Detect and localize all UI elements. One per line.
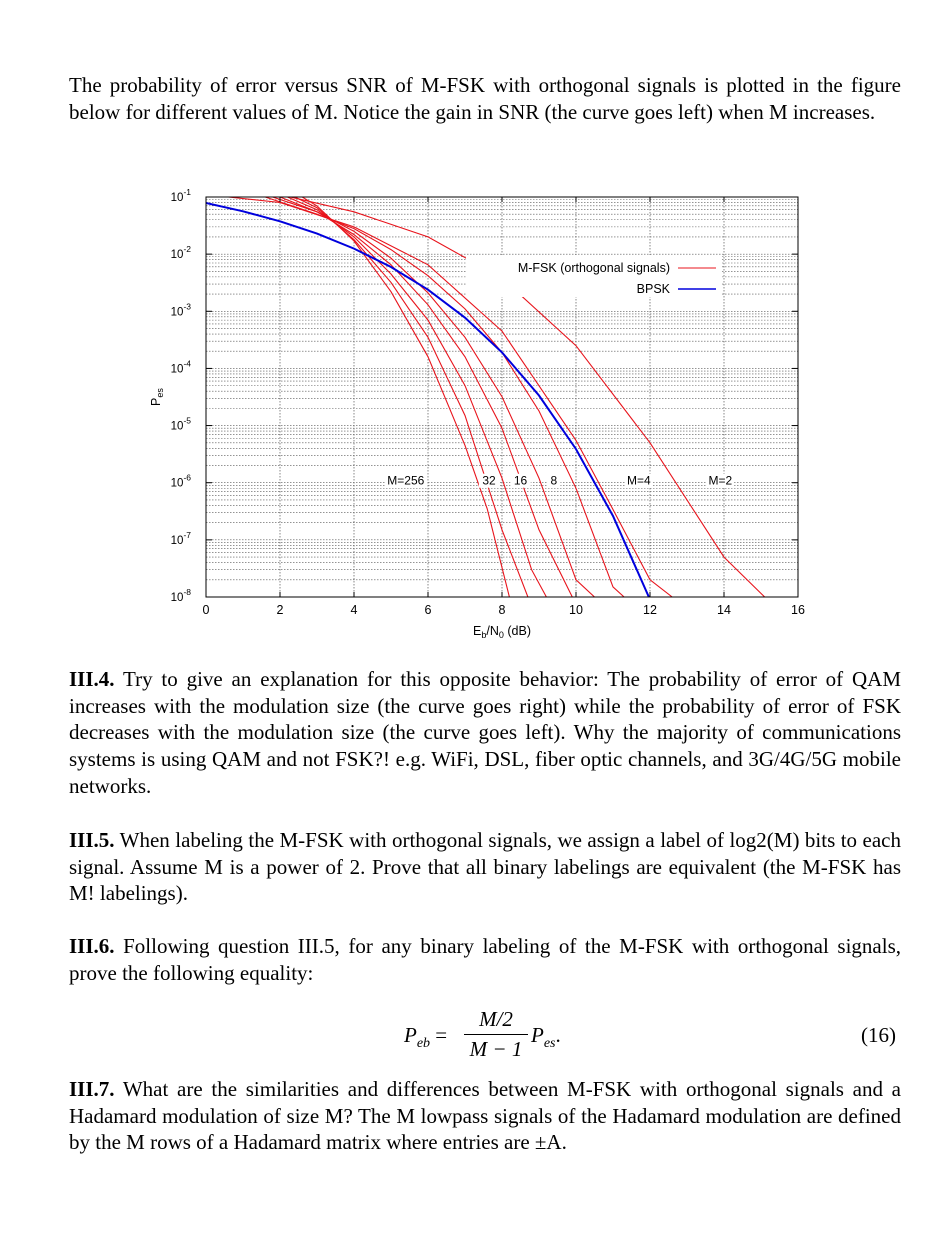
question-number: III.6. xyxy=(69,934,115,958)
equation-16 xyxy=(0,1003,938,1069)
curve-label: 16 xyxy=(513,473,528,488)
curve-label: 32 xyxy=(482,473,496,488)
legend xyxy=(466,255,722,297)
y-tick-label: $10^{-7}$ xyxy=(170,529,191,547)
question-iii-4 xyxy=(69,666,901,800)
x-axis-label: $E_b/N_0$ (dB) xyxy=(473,624,531,640)
legend-entry-label: BPSK xyxy=(636,282,670,296)
equation-number: (16) xyxy=(861,1023,896,1047)
y-tick-label: $10^{-3}$ xyxy=(170,301,191,319)
y-tick-label: $10^{-4}$ xyxy=(170,358,191,376)
curve-label: M=256 xyxy=(387,473,425,488)
y-tick-label: $10^{-8}$ xyxy=(170,587,191,604)
question-number: III.5. xyxy=(69,828,115,852)
y-axis-label: $P_{es}$ xyxy=(149,388,165,406)
x-tick-label: 8 xyxy=(498,603,506,617)
equation-rhs: $P_{es}$. xyxy=(531,1023,561,1052)
question-number: III.7. xyxy=(69,1077,115,1101)
x-tick-label: 10 xyxy=(569,603,583,617)
x-tick-label: 2 xyxy=(276,603,284,617)
equation-lhs: $P_{eb}$ = xyxy=(404,1023,448,1052)
question-text: When labeling the M-FSK with orthogonal signals, we assign a label of log2(M) bits to each signal. Assume M is a power of 2. Prove that all binary labelings are equivalent (the M-FSK has M! labelings). xyxy=(69,828,901,906)
question-number: III.4. xyxy=(69,667,115,691)
question-text: Following question III.5, for any binary labeling of the M-FSK with orthogonal signals, prove the following equality: xyxy=(69,934,901,985)
y-tick-label: $10^{-2}$ xyxy=(170,244,191,262)
x-tick-label: 12 xyxy=(643,603,657,617)
x-tick-label: 6 xyxy=(424,603,432,617)
pes-vs-snr-chart xyxy=(140,182,820,647)
fraction-numerator: M/2 xyxy=(479,1007,513,1031)
y-tick-label: $10^{-1}$ xyxy=(170,187,191,204)
curves xyxy=(206,185,765,600)
curve-label: M=4 xyxy=(627,473,651,488)
curve-label: 8 xyxy=(550,473,558,488)
question-text: What are the similarities and differences between M-FSK with orthogonal signals and a Hadamard modulation of size M? The M lowpass signals of the Hadamard modulation are defined by the M rows of a Hadamard matrix where entries are ±A. xyxy=(69,1077,901,1155)
x-tick-label: 16 xyxy=(791,603,805,617)
curve-label: M=2 xyxy=(708,473,733,488)
y-tick-label: $10^{-5}$ xyxy=(170,415,191,433)
fraction-denominator: M − 1 xyxy=(469,1037,523,1061)
question-iii-5 xyxy=(69,827,901,907)
intro-paragraph xyxy=(69,72,901,125)
equation-fraction xyxy=(462,1007,530,1062)
x-tick-label: 0 xyxy=(202,603,210,617)
question-iii-6 xyxy=(69,933,901,986)
pes-vs-snr-figure xyxy=(140,182,820,651)
x-tick-label: 14 xyxy=(717,603,731,617)
y-tick-label: $10^{-6}$ xyxy=(170,472,191,490)
legend-entry-label: M-FSK (orthogonal signals) xyxy=(517,261,670,275)
intro-text: The probability of error versus SNR of M-FSK with orthogonal signals is plotted in the figure below for different values of M. Notice the gain in SNR (the curve goes left) when M increases. xyxy=(69,73,901,124)
question-iii-7 xyxy=(69,1076,901,1156)
x-tick-label: 4 xyxy=(350,603,358,617)
question-text: Try to give an explanation for this opposite behavior: The probability of error of QAM increases with the modulation size (the curve goes right) while the probability of error of FSK decreases with the modulation size (the curve goes left). Why the majority of communications systems is using QAM and not FSK?! e.g. WiFi, DSL, fiber optic channels, and 3G/4G/5G mobile networks. xyxy=(69,667,901,798)
mfsk-curve xyxy=(206,185,765,597)
